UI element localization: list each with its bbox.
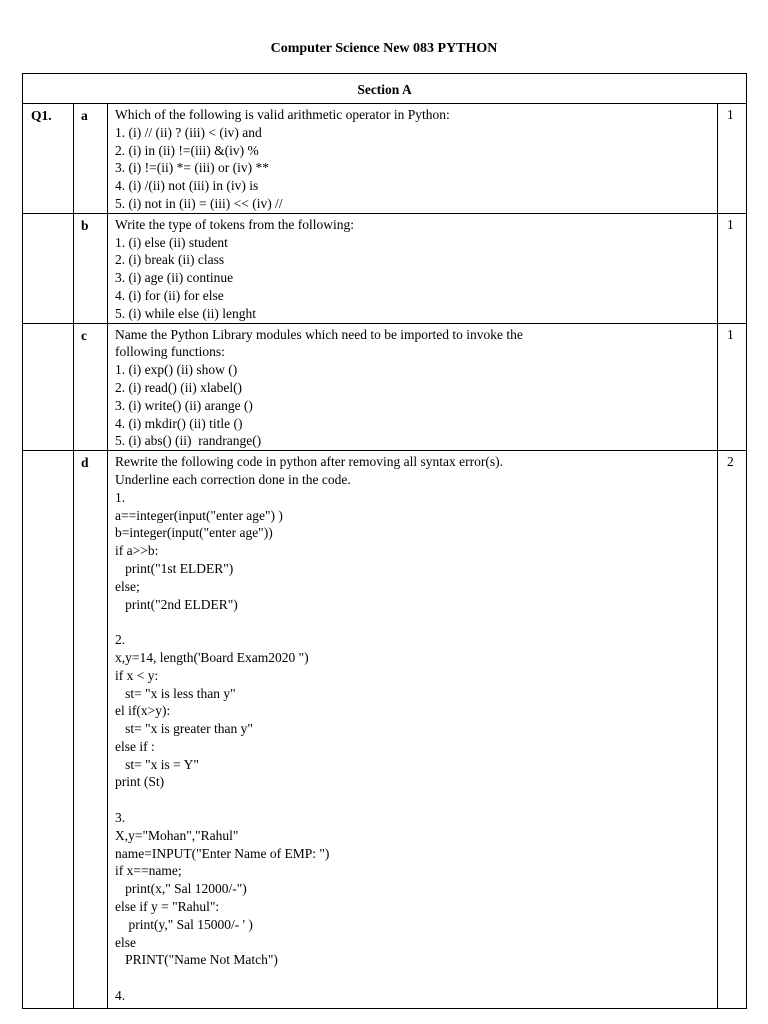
part-label-d: d [74,451,108,1009]
part-d-line: x,y=14, length('Board Exam2020 ") [115,649,309,665]
question-row-d [23,451,747,1009]
part-c-line: following functions: [115,344,225,360]
question-table [22,73,747,1009]
part-a-line: 1. (i) // (ii) ? (iii) < (iv) and [115,124,262,140]
part-a-body [108,104,718,214]
question-number-empty [23,323,74,451]
part-d-line: st= "x is = Y" [115,756,199,772]
part-d-line: el if(x>y): [115,703,171,719]
part-d-line: else [115,934,136,950]
part-a-line: 2. (i) in (ii) !=(iii) &(iv) % [115,142,259,158]
question-row-a [23,104,747,214]
part-c-line: 4. (i) mkdir() (ii) title () [115,415,243,431]
part-d-body [108,451,718,1009]
part-c-line: Name the Python Library modules which need to be imported to invoke the [115,326,523,342]
document-title: Computer Science New 083 PYTHON [270,41,498,56]
part-d-line [115,969,717,987]
part-d-line: 1. [115,489,126,505]
part-d-line: a==integer(input("enter age") ) [115,507,283,523]
part-label-b: b [74,213,108,323]
part-d-line: if a>>b: [115,543,159,559]
part-d-line: else if y = "Rahul": [115,899,220,915]
part-d-line: else; [115,578,140,594]
part-c-body [108,323,718,451]
part-d-line: else if : [115,738,155,754]
part-c-line: 3. (i) write() (ii) arange () [115,397,253,413]
part-a-line: Which of the following is valid arithmetic operator in Python: [115,107,450,122]
part-d-line: print(x," Sal 12000/-") [115,881,247,897]
part-d-line: if x < y: [115,667,159,683]
part-c-line: 5. (i) abs() (ii) randrange() [115,433,262,449]
part-d-line: print (St) [115,774,165,790]
part-d-marks: 2 [718,451,747,1009]
part-d-line: X,y="Mohan","Rahul" [115,827,239,843]
part-b-line: 3. (i) age (ii) continue [115,270,234,286]
question-number-empty [23,451,74,1009]
part-d-line: print("2nd ELDER") [115,596,238,612]
question-number-empty [23,213,74,323]
question-number: Q1. [23,104,74,214]
part-d-line: 4. [115,988,126,1004]
part-label-a: a [74,104,108,214]
part-d-line: st= "x is greater than y" [115,721,253,737]
part-a-line: 4. (i) /(ii) not (iii) in (iv) is [115,178,259,194]
part-b-line: 2. (i) break (ii) class [115,252,225,268]
part-b-line: 5. (i) while else (ii) lenght [115,305,256,321]
part-a-marks: 1 [718,104,747,214]
part-c-line: 2. (i) read() (ii) xlabel() [115,379,243,395]
part-b-body [108,213,718,323]
part-d-line: 2. [115,632,126,648]
part-b-line: Write the type of tokens from the following: [115,216,355,232]
part-b-line: 4. (i) for (ii) for else [115,287,224,303]
part-d-line: if x==name; [115,863,182,879]
part-c-line: 1. (i) exp() (ii) show () [115,362,238,378]
part-b-marks: 1 [718,213,747,323]
question-row-b [23,213,747,323]
part-d-line: Rewrite the following code in python after removing all syntax error(s). [115,454,504,470]
question-row-c [23,323,747,451]
part-d-line: print("1st ELDER") [115,560,234,576]
part-d-line [115,791,717,809]
part-b-line: 1. (i) else (ii) student [115,234,228,250]
part-d-line: 3. [115,810,126,826]
part-d-line: st= "x is less than y" [115,685,236,701]
part-d-line: PRINT("Name Not Match") [115,952,278,968]
part-label-c: c [74,323,108,451]
part-c-marks: 1 [718,323,747,451]
part-d-line: b=integer(input("enter age")) [115,525,273,541]
part-d-line: name=INPUT("Enter Name of EMP: ") [115,845,330,861]
part-d-line [115,613,717,631]
part-d-line: print(y," Sal 15000/- ' ) [115,916,253,932]
part-d-line: Underline each correction done in the code. [115,471,351,487]
part-a-line: 3. (i) !=(ii) *= (iii) or (iv) ** [115,160,269,176]
section-heading: Section A [23,74,747,104]
part-a-line: 5. (i) not in (ii) = (iii) << (iv) // [115,195,283,211]
